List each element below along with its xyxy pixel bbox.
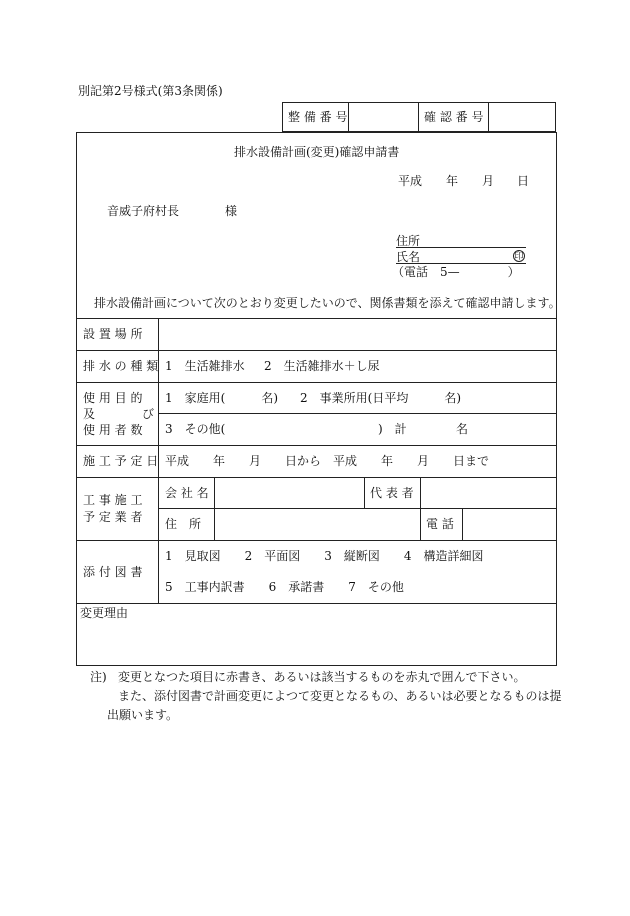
attachments-label: 添 付 図 書	[83, 565, 143, 579]
seal-mark: 印	[514, 252, 524, 262]
drain-type-label: 排 水 の 種 類	[83, 359, 159, 373]
date-year: 年	[446, 174, 459, 188]
drain-type-option-1[interactable]: 1 生活雑排水	[165, 359, 245, 373]
purpose-label-line1: 使 用 目 的	[83, 391, 143, 405]
grid-line	[76, 445, 557, 446]
purpose-label-line3: 使 用 者 数	[83, 423, 143, 437]
seibi-number-field[interactable]	[349, 103, 417, 131]
schedule-label: 施 工 予 定 日	[83, 454, 159, 468]
purpose-option-other[interactable]: 3 その他(	[165, 422, 226, 436]
purpose-total-unit: 名	[456, 422, 469, 436]
note-line3: 出願います。	[107, 708, 179, 722]
form-reference: 別記第2号様式(第3条関係)	[78, 84, 223, 98]
schedule-dates[interactable]: 平成 年 月 日から 平成 年 月 日まで	[165, 454, 490, 468]
company-name-label: 会 社 名	[165, 486, 209, 500]
purpose-option-household[interactable]: 1 家庭用( 名)	[165, 391, 278, 405]
location-field[interactable]	[159, 319, 556, 349]
change-reason-field[interactable]	[77, 622, 556, 665]
note-prefix: 注)	[90, 670, 107, 684]
note-line1: 変更となつた項目に赤書き、あるいは該当するものを赤丸で囲んで下さい。	[118, 670, 526, 684]
form-title: 排水設備計画(変更)確認申請書	[234, 145, 400, 159]
applicant-phone: （電話 5— ）	[392, 265, 520, 279]
applicant-name-line[interactable]	[396, 263, 526, 264]
seibi-number-label: 整 備 番 号	[288, 110, 348, 124]
date-era: 平成	[398, 174, 423, 188]
applicant-name-label: 氏名	[396, 250, 421, 264]
purpose-label-line2-left: 及	[83, 407, 96, 421]
kakunin-number-field[interactable]	[489, 103, 555, 131]
applicant-address-label: 住所	[396, 234, 421, 248]
grid-line	[158, 413, 557, 414]
addressee-name: 音威子府村長	[107, 204, 180, 218]
applicant-address-line[interactable]	[396, 247, 526, 248]
date-month: 月	[482, 174, 495, 188]
representative-label: 代 表 者	[370, 486, 414, 500]
contractor-label-line1: 工 事 施 工	[83, 493, 143, 507]
company-name-field[interactable]	[215, 478, 363, 507]
purpose-option-business[interactable]: 2 事業所用(日平均 名)	[300, 391, 461, 405]
contractor-phone-field[interactable]	[463, 509, 556, 539]
change-reason-label: 変更理由	[80, 606, 129, 620]
location-label: 設 置 場 所	[83, 327, 143, 341]
note-line2: また、添付図書で計画変更によつて変更となるもの、あるいは必要となるものは提	[118, 689, 562, 703]
attachments-line2[interactable]: 5 工事内訳書 6 承諾書 7 その他	[165, 580, 404, 594]
contractor-address-field[interactable]	[215, 509, 419, 539]
grid-line	[420, 508, 421, 540]
contractor-phone-label: 電 話	[426, 517, 454, 531]
contractor-address-label: 住 所	[165, 517, 202, 531]
divider	[418, 102, 419, 132]
purpose-label-line2-right: び	[142, 407, 155, 421]
attachments-line1[interactable]: 1 見取図 2 平面図 3 縦断図 4 構造詳細図	[165, 549, 484, 563]
addressee-honorific: 様	[225, 204, 238, 218]
grid-line	[76, 350, 557, 351]
grid-line	[76, 603, 557, 604]
purpose-total-label: ) 計	[378, 422, 407, 436]
date-day: 日	[517, 174, 530, 188]
kakunin-number-label: 確 認 番 号	[424, 110, 484, 124]
representative-field[interactable]	[421, 478, 556, 507]
grid-line	[364, 477, 365, 508]
grid-line	[76, 540, 557, 541]
grid-line	[76, 382, 557, 383]
contractor-label-line2: 予 定 業 者	[83, 510, 143, 524]
drain-type-option-2[interactable]: 2 生活雑排水＋し尿	[264, 359, 380, 373]
application-statement: 排水設備計画について次のとおり変更したいので、関係書類を添えて確認申請します。	[94, 296, 561, 310]
